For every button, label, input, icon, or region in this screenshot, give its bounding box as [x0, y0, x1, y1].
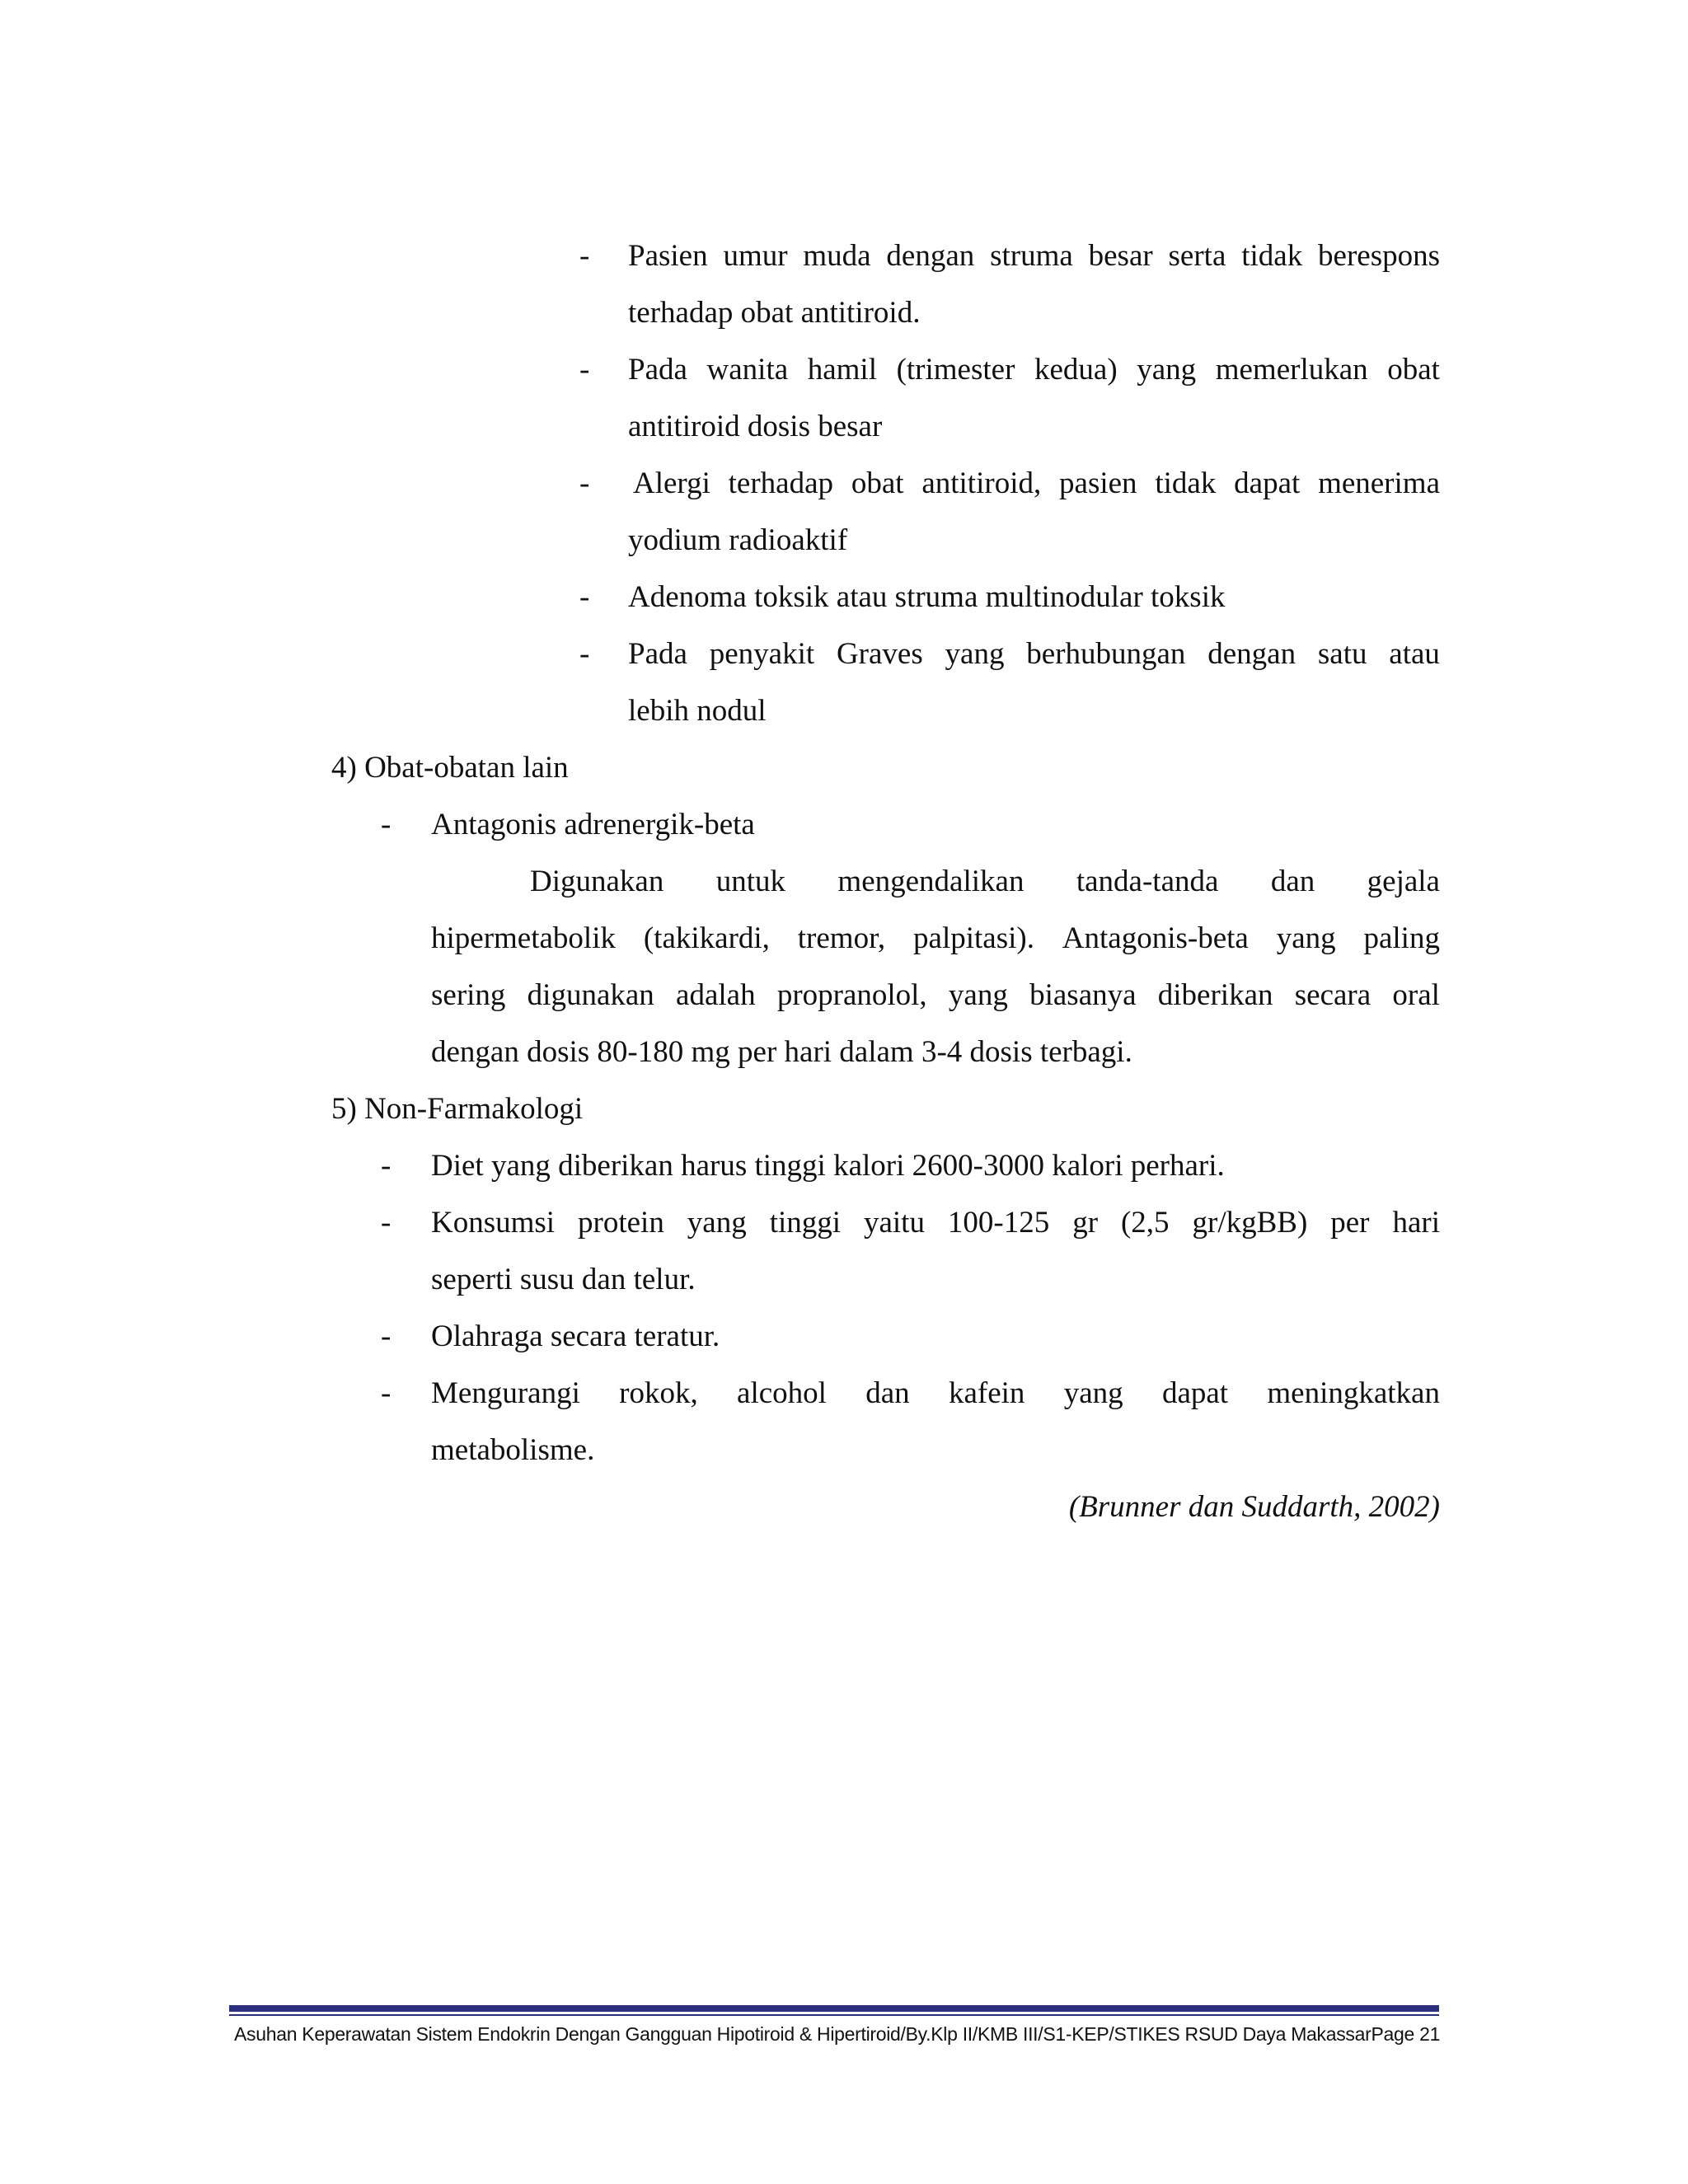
word: yang — [1276, 921, 1336, 955]
paragraph-line-3 — [431, 980, 1440, 1010]
word: Pada — [628, 637, 687, 671]
indication-item-5-line1 — [628, 639, 1440, 669]
word: Pasien — [628, 239, 708, 273]
word: palpitasi). — [913, 921, 1034, 955]
word: besar — [1088, 239, 1153, 273]
indication-item-4-line1: Adenoma toksik atau struma multinodular toksik — [628, 580, 1226, 614]
word: protein — [578, 1206, 664, 1240]
footer-rule-thin — [229, 2014, 1439, 2016]
word: tidak — [1241, 239, 1303, 273]
paragraph-line-4: dengan dosis 80-180 mg per hari dalam 3-4 dosis terbagi. — [431, 1035, 1132, 1069]
word: untuk — [715, 865, 786, 898]
nonfarm-item-2-line2: seperti susu dan telur. — [431, 1263, 696, 1296]
word: adalah — [676, 978, 756, 1012]
indication-item-3-line2: yodium radioaktif — [628, 523, 848, 557]
word: hari — [1392, 1206, 1440, 1240]
word: kedua) — [1034, 353, 1118, 387]
word: Graves — [836, 637, 923, 671]
footer-rule — [229, 2005, 1439, 2012]
word: struma — [990, 239, 1073, 273]
word: gr/kgBB) — [1192, 1206, 1308, 1240]
word: (2,5 — [1120, 1206, 1170, 1240]
word: menerima — [1318, 466, 1440, 500]
list-dash: - — [579, 637, 590, 671]
word: Alergi — [633, 466, 710, 500]
word: yaitu — [863, 1206, 925, 1240]
section-4-heading: 4) Obat-obatan lain — [331, 751, 569, 785]
indication-item-3-line1 — [633, 468, 1440, 499]
word: terhadap — [728, 466, 834, 500]
nonfarm-item-1-line1: Diet yang diberikan harus tinggi kalori 2600-3000 kalori perhari. — [431, 1149, 1225, 1183]
nonfarm-item-4-line2: metabolisme. — [431, 1433, 595, 1467]
word: wanita — [706, 353, 789, 387]
word: pasien — [1059, 466, 1137, 500]
word: secara — [1294, 978, 1372, 1012]
word: yang — [945, 637, 1005, 671]
word: paling — [1363, 921, 1440, 955]
list-dash: - — [579, 239, 590, 273]
word: dengan — [886, 239, 975, 273]
word: antitiroid, — [921, 466, 1042, 500]
list-dash: - — [381, 1376, 392, 1410]
word: dan — [1270, 865, 1315, 898]
word: tanda-tanda — [1076, 865, 1219, 898]
page-number: Page 21 — [1371, 2023, 1441, 2045]
list-dash: - — [381, 1319, 392, 1353]
word: hipermetabolik — [431, 921, 616, 955]
word: atau — [1389, 637, 1440, 671]
word: yang — [687, 1206, 747, 1240]
word: sering — [431, 978, 506, 1012]
word: serta — [1168, 239, 1226, 273]
section-4-subitem-label: Antagonis adrenergik-beta — [431, 808, 755, 841]
indication-item-2-line1 — [628, 354, 1440, 385]
word: satu — [1317, 637, 1367, 671]
word: muda — [803, 239, 871, 273]
word: tremor, — [797, 921, 886, 955]
word: Antagonis-beta — [1062, 921, 1249, 955]
word: kafein — [948, 1376, 1025, 1410]
word: rokok, — [619, 1376, 698, 1410]
word: propranolol, — [776, 978, 927, 1012]
word: (takikardi, — [643, 921, 770, 955]
word: dapat — [1234, 466, 1301, 500]
indication-item-2-line2: antitiroid dosis besar — [628, 410, 883, 443]
word: mengendalikan — [837, 865, 1025, 898]
nonfarm-item-4-line1 — [431, 1378, 1440, 1408]
word: yang — [948, 978, 1008, 1012]
footer-title: Asuhan Keperawatan Sistem Endokrin Dengan Gangguan Hipotiroid & Hipertiroid/By.Klp II/KMB III/S1-KEP/STIKES RSUD Daya Makassar — [234, 2023, 1372, 2045]
list-dash: - — [579, 353, 590, 387]
word: gr — [1072, 1206, 1099, 1240]
word: berespons — [1318, 239, 1440, 273]
word: berhubungan — [1026, 637, 1186, 671]
word: Pada — [628, 353, 687, 387]
list-dash: - — [381, 1206, 392, 1240]
word: tinggi — [769, 1206, 842, 1240]
word: Konsumsi — [431, 1206, 556, 1240]
section-5-heading: 5) Non-Farmakologi — [331, 1092, 584, 1126]
word: dengan — [1207, 637, 1296, 671]
page-footer — [234, 2023, 1441, 2046]
word: digunakan — [527, 978, 654, 1012]
word: dan — [865, 1376, 910, 1410]
word: meningkatkan — [1267, 1376, 1440, 1410]
word: diberikan — [1157, 978, 1273, 1012]
word: dapat — [1161, 1376, 1229, 1410]
paragraph-line-2 — [431, 923, 1440, 954]
indication-item-5-line2: lebih nodul — [628, 694, 767, 728]
word: per — [1330, 1206, 1370, 1240]
citation: (Brunner dan Suddarth, 2002) — [1068, 1490, 1440, 1524]
word: 100-125 — [947, 1206, 1050, 1240]
word: hamil — [807, 353, 877, 387]
word: penyakit — [709, 637, 815, 671]
list-dash: - — [579, 466, 590, 500]
nonfarm-item-3-line1: Olahraga secara teratur. — [431, 1319, 720, 1353]
word: oral — [1392, 978, 1440, 1012]
word: umur — [723, 239, 788, 273]
word: Digunakan — [530, 865, 664, 898]
word: biasanya — [1029, 978, 1137, 1012]
paragraph-line-1 — [530, 866, 1440, 897]
nonfarm-item-2-line1 — [431, 1207, 1440, 1238]
word: yang — [1137, 353, 1197, 387]
list-dash: - — [381, 808, 392, 841]
word: obat — [1387, 353, 1440, 387]
word: tidak — [1155, 466, 1217, 500]
list-dash: - — [381, 1149, 392, 1183]
word: yang — [1063, 1376, 1123, 1410]
list-dash: - — [579, 580, 590, 614]
indication-item-1-line2: terhadap obat antitiroid. — [628, 296, 921, 330]
word: obat — [851, 466, 904, 500]
word: alcohol — [737, 1376, 827, 1410]
indication-item-1-line1 — [628, 241, 1440, 271]
word: (trimester — [896, 353, 1015, 387]
word: gejala — [1367, 865, 1440, 898]
word: memerlukan — [1215, 353, 1368, 387]
word: Mengurangi — [431, 1376, 580, 1410]
